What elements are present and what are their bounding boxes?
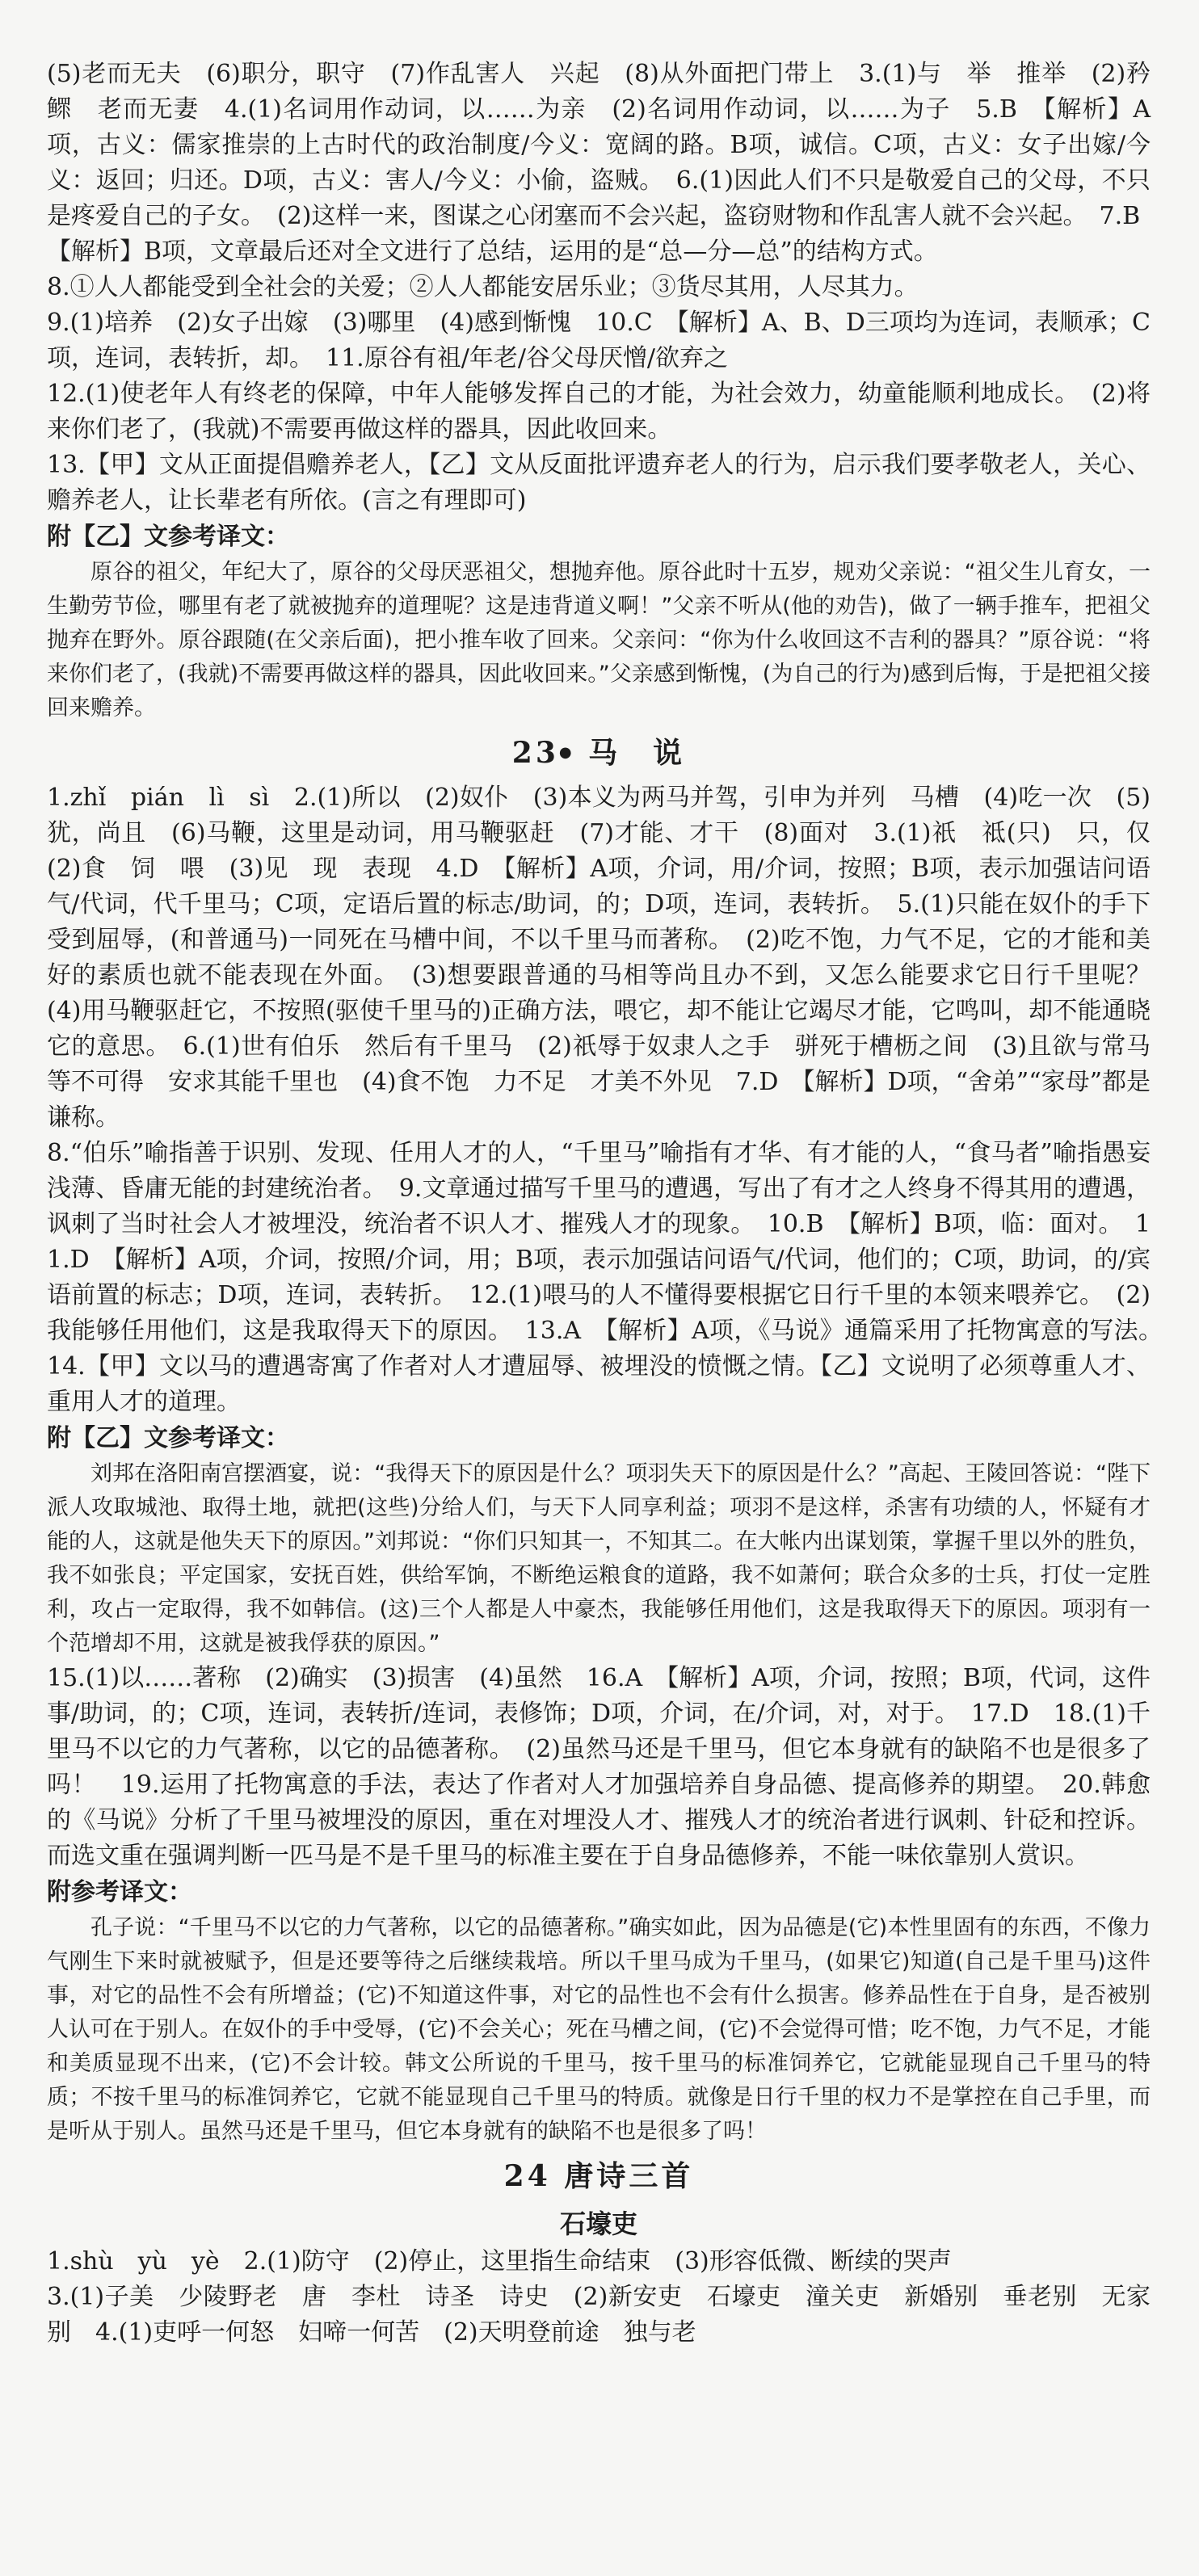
lesson-title-23	[47, 729, 1151, 777]
lesson-mark-icon: ●	[558, 744, 575, 761]
answer-paragraph: 1.shù yù yè 2.(1)防守 (2)停止，这里指生命结束 (3)形容低微、断续的哭声	[47, 2247, 952, 2276]
answer-paragraph: 3.(1)子美 少陵野老 唐 李杜 诗圣 诗史 (2)新安吏 石壕吏 潼关吏 新婚别 垂老别 无家别 4.(1)吏呼一何怒 妇啼一何苦 (2)天明登前途 独与老	[47, 2283, 1151, 2347]
lesson-name: 唐诗三首	[564, 2159, 694, 2193]
lesson-title-24	[47, 2152, 1151, 2200]
answers-lesson24	[47, 2244, 1151, 2351]
answer-paragraph: 8.“伯乐”喻指善于识别、发现、任用人才的人，“千里马”喻指有才华、有才能的人，“食马者”喻指愚妄浅薄、昏庸无能的封建统治者。 9.文章通过描写千里马的遭遇，写出了有才之人终身不得其用的遭遇，讽刺了当时社会人才被埋没，统治者不识人才、摧残人才的现象。 10.B 【解析】B项，临：面对。 11.D 【解析】A项，介词，按照/介词，用；B项，表示加强诘问语气/代词，他们的；C项，助词，的/宾语前置的标志；D项，连词，表转折。 12.(1)喂马的人不懂得要根据它日行千里的本领来喂养它。 (2)我能够任用他们，这是我取得天下的原因。 13.A 【解析】A项，《马说》通篇采用了托物寓意的写法。 14.【甲】文以马的遭遇寄寓了作者对人才遭屈辱、被埋没的愤慨之情。【乙】文说明了必须尊重人才、重用人才的道理。	[47, 1139, 1175, 1416]
answer-paragraph: 1.zhǐ pián lì sì 2.(1)所以 (2)奴仆 (3)本义为两马并驾，引申为并列 马槽 (4)吃一次 (5)犹，尚且 (6)马鞭，这里是动词，用马鞭驱赶 (7)才能、才干 (8)面对 3.(1)祇 祗(只) 只，仅 (2)食 饲 喂 (3)见 现 表现 4.D 【解析】A项，介词，用/介词，按照；B项，表示加强诘问语气/代词，代千里马；C项，定语后置的标志/助词，的；D项，连词，表转折。 5.(1)只能在奴仆的手下受到屈辱，(和普通马)一同死在马槽中间，不以千里马而著称。 (2)吃不饱，力气不足，它的才能和美好的素质也就不能表现在外面。 (3)想要跟普通的马相等尚且办不到，又怎么能要求它日行千里呢？ (4)用马鞭驱赶它，不按照(驱使千里马的)正确方法，喂它，却不能让它竭尽才能，它鸣叫，却不能通晓它的意思。 6.(1)世有伯乐 然后有千里马 (2)祇辱于奴隶人之手 骈死于槽枥之间 (3)且欲与常马等不可得 安求其能千里也 (4)食不饱 力不足 才美不外见 7.D 【解析】D项，“舍弟”“家母”都是谦称。	[47, 784, 1175, 1132]
lesson-number: 24	[503, 2159, 551, 2193]
translation-text: 原谷的祖父，年纪大了，原谷的父母厌恶祖父，想抛弃他。原谷此时十五岁，规劝父亲说：“祖父生儿育女，一生勤劳节俭，哪里有老了就被抛弃的道理呢？这是违背道义啊！”父亲不听从(他的劝告)，做了一辆手推车，把祖父抛弃在野外。原谷跟随(在父亲后面)，把小推车收了回来。父亲问：“你为什么收回这不吉利的器具？”原谷说：“将来你们老了，(我就)不需要再做这样的器具，因此收回来。”父亲感到惭愧，(为自己的行为)感到后悔，于是把祖父接回来赡养。	[47, 560, 1151, 721]
translation-heading: 附【乙】文参考译文：	[47, 523, 289, 551]
translation-text: 刘邦在洛阳南宫摆酒宴，说：“我得天下的原因是什么？项羽失天下的原因是什么？”高起、王陵回答说：“陛下派人攻取城池、取得土地，就把(这些)分给人们，与天下人同享利益；项羽不是这样，杀害有功绩的人，怀疑有才能的人，这就是他失天下的原因。”刘邦说：“你们只知其一，不知其二。在大帐内出谋划策，掌握千里以外的胜负，我不如张良；平定国家，安抚百姓，供给军饷，不断绝运粮食的道路，我不如萧何；联合众多的士兵，打仗一定胜利，攻占一定取得，我不如韩信。(这)三个人都是人中豪杰，我能够任用他们，这是我取得天下的原因。项羽有一个范增却不用，这就是被我俘获的原因。”	[47, 1461, 1151, 1656]
answer-paragraph: 15.(1)以……著称 (2)确实 (3)损害 (4)虽然 16.A 【解析】A项，介词，按照；B项，代词，这件事/助词，的；C项，连词，表转折/连词，表修饰；D项，介词，在/介词，对，对于。 17.D 18.(1)千里马不以它的力气著称，以它的品德著称。 (2)虽然马还是千里马，但它本身就有的缺陷不也是很多了吗！ 19.运用了托物寓意的手法，表达了作者对人才加强培养自身品德、提高修养的期望。 20.韩愈的《马说》分析了千里马被埋没的原因，重在对埋没人才、摧残人才的统治者进行讽刺、针砭和控诉。而选文重在强调判断一匹马是不是千里马的标准主要在于自身品德修养，不能一味依靠别人赏识。	[47, 1664, 1151, 1870]
poem-subtitle: 石壕吏	[559, 2208, 637, 2239]
answer-paragraph: 12.(1)使老年人有终老的保障，中年人能够发挥自己的才能，为社会效力，幼童能顺利地成长。 (2)将来你们老了，(我就)不需要再做这样的器具，因此收回来。	[47, 380, 1151, 443]
answers-lesson22	[47, 57, 1175, 519]
lesson-number: 23	[511, 736, 559, 770]
translation-block	[47, 1911, 1151, 2149]
answer-paragraph: 9.(1)培养 (2)女子出嫁 (3)哪里 (4)感到惭愧 10.C 【解析】A、B、D三项均为连词，表顺承；C项，连词，表转折，却。 11.原谷有祖/年老/谷父母厌憎/欲弃之	[47, 309, 1151, 372]
answer-paragraph: (5)老而无夫 (6)职分，职守 (7)作乱害人 兴起 (8)从外面把门带上 3.(1)与 举 推举 (2)矜 鳏 老而无妻 4.(1)名词用作动词，以……为亲 (2)名词用作动词，以……为子 5.B 【解析】A项，古义：儒家推崇的上古时代的政治制度/今义：宽阔的路。B项，诚信。C项，古义：女子出嫁/今义：返回；归还。D项，古义：害人/今义：小偷，盗贼。 6.(1)因此人们不只是敬爱自己的父母，不只是疼爱自己的子女。 (2)这样一来，图谋之心闭塞而不会兴起，盗窃财物和作乱害人就不会兴起。 7.B	[47, 60, 1175, 230]
answer-paragraph: 8.①人人都能受到全社会的关爱；②人人都能安居乐业；③货尽其用，人尽其力。	[47, 273, 919, 301]
answers-lesson23-extended	[47, 1661, 1151, 1874]
translation-heading: 附【乙】文参考译文：	[47, 1424, 289, 1452]
answer-paragraph: 【解析】B项，文章最后还对全文进行了总结，运用的是“总—分—总”的结构方式。	[47, 237, 938, 266]
lesson-name: 马 说	[588, 736, 686, 770]
answers-lesson23	[47, 780, 1175, 1420]
answer-paragraph: 13.【甲】文从正面提倡赡养老人，【乙】文从反面批评遗弃老人的行为，启示我们要孝敬老人，关心、赡养老人，让长辈老有所依。(言之有理即可)	[47, 451, 1151, 515]
translation-heading: 附参考译文：	[47, 1878, 192, 1906]
translation-block	[47, 556, 1151, 725]
translation-block	[47, 1457, 1151, 1661]
translation-text: 孔子说：“千里马不以它的力气著称，以它的品德著称。”确实如此，因为品德是(它)本性里固有的东西，不像力气刚生下来时就被赋予，但是还要等待之后继续栽培。所以千里马成为千里马，(如果它)知道(自己是千里马)这件事，对它的品性不会有所增益；(它)不知道这件事，对它的品性也不会有什么损害。修养品性在于自身，是否被别人认可在于别人。在奴仆的手中受辱，(它)不会关心；死在马槽之间，(它)不会觉得可惜；吃不饱，力气不足，才能和美质显现不出来，(它)不会计较。韩文公所说的千里马，按千里马的标准饲养它，它就能显现自己千里马的特质；不按千里马的标准饲养它，它就不能显现自己千里马的特质。就像是日行千里的权力不是掌控在自己手里，而是听从于别人。虽然马还是千里马，但它本身就有的缺陷不也是很多了吗！	[47, 1915, 1151, 2144]
